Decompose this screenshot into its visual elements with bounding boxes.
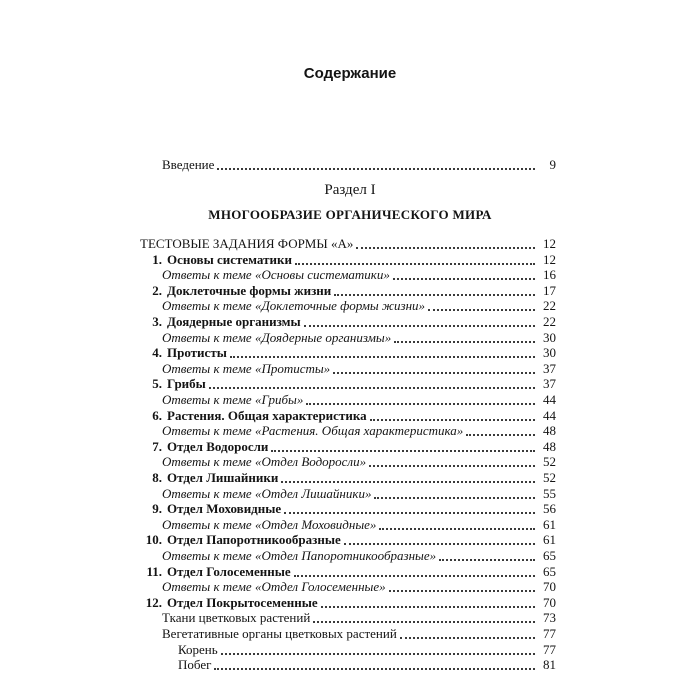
toc-entry-title: Протисты [167,345,227,361]
toc-entry-title: Ответы к теме «Отдел Водоросли» [162,454,367,470]
toc-entry-page: 37 [543,376,556,392]
toc-entry[interactable] [162,330,556,346]
toc-entry-title: Отдел Водоросли [167,438,269,454]
toc-entry[interactable] [162,267,556,283]
toc-entry-title: Ответы к теме «Отдел Голосеменные» [162,579,386,595]
toc-entry-title: Корень [178,641,218,657]
toc-entry-title: Ответы к теме «Основы систематики» [162,267,390,283]
toc-entry[interactable] [162,423,556,439]
toc-entry[interactable] [162,548,556,564]
dot-leader [294,574,535,577]
toc-entry-title: Побег [178,657,212,673]
dot-leader [284,511,535,514]
toc-entry[interactable] [140,439,556,455]
toc-entry-title: Введение [162,157,215,172]
toc-entry-title: Основы систематики [167,251,292,267]
toc-entry-title: Ответы к теме «Отдел Моховидные» [162,516,377,532]
dot-leader [389,589,535,592]
dot-leader [333,371,535,374]
dot-leader [466,433,535,436]
toc-entry-title: Отдел Папоротникообразные [167,532,341,548]
toc-entry-title: Отдел Лишайники [167,470,279,485]
toc-entry[interactable] [178,657,556,673]
toc-entry[interactable] [162,298,556,314]
toc-entry-number: 2. [152,282,162,298]
toc-entry[interactable] [178,642,556,658]
toc-entry[interactable] [140,314,556,330]
toc-entry-page: 12 [543,251,556,267]
toc-entry-number: 8. [152,470,162,485]
toc-entry-page: 52 [543,470,556,485]
toc-entry-page: 30 [543,345,556,361]
dot-leader [271,449,535,452]
toc-entry[interactable] [140,376,556,392]
dot-leader [334,293,535,296]
toc-entry-number: 6. [152,407,162,423]
dot-leader [306,402,535,405]
toc-entry[interactable] [140,501,556,517]
toc-entry-title: ТЕСТОВЫЕ ЗАДАНИЯ ФОРМЫ «А» [140,236,354,251]
toc-entry[interactable] [162,610,556,626]
toc-entry[interactable] [162,579,556,595]
toc-entry-title: Отдел Покрытосеменные [167,594,318,610]
dot-leader [400,636,535,639]
toc-entry-page: 65 [543,563,556,579]
toc-entry[interactable] [162,392,556,408]
toc-entry[interactable] [162,454,556,470]
toc-entry-title: Ответы к теме «Растения. Общая характеристика» [162,423,464,439]
toc-entry-page: 48 [543,438,556,454]
toc-entry-number: 5. [152,376,162,392]
toc-entry-title: Вегетативные органы цветковых растений [162,626,397,641]
toc-entry-page: 9 [549,157,556,172]
toc-entry-number: 1. [152,251,162,267]
dot-leader [209,386,535,389]
toc-entry-title: Отдел Моховидные [167,501,282,517]
dot-leader [428,308,535,311]
dot-leader [321,605,535,608]
toc-entry-page: 55 [543,485,556,501]
toc-entry-page: 77 [543,626,556,641]
dot-leader [379,527,535,530]
dot-leader [393,277,535,280]
dot-leader [374,496,535,499]
page-title: Содержание [303,65,397,82]
toc-entry[interactable] [140,345,556,361]
toc-entry-page: 22 [543,298,556,314]
toc-entry[interactable] [140,252,556,268]
dot-leader [394,340,535,343]
toc-entry-title: Ответы к теме «Отдел Лишайники» [162,485,372,501]
toc-entry[interactable] [140,283,556,299]
toc-entry[interactable] [140,564,556,580]
toc-entry-page: 77 [543,641,556,657]
toc-entry-page: 70 [543,579,556,595]
toc-entry-page: 52 [543,454,556,470]
toc-entry-title: Ответы к теме «Протисты» [162,360,331,376]
dot-leader [217,167,535,170]
toc-entry-page: 56 [543,501,556,517]
toc-entry-number: 3. [152,314,162,329]
toc-entry[interactable] [140,236,556,252]
toc-entry-page: 61 [543,532,556,548]
toc-entry[interactable] [162,486,556,502]
toc-entry-title: Отдел Голосеменные [167,563,291,579]
toc-entry[interactable] [162,361,556,377]
toc-entry-number: 11. [146,563,162,579]
toc-entry-page: 73 [543,610,556,626]
toc-entry-page: 16 [543,267,556,283]
toc-entry-number: 4. [152,345,162,361]
toc-entry-page: 70 [543,594,556,610]
toc-entry[interactable] [162,626,556,642]
toc-entry-title: Ответы к теме «Отдел Папоротникообразные» [162,548,437,563]
toc-entry-page: 17 [543,282,556,298]
toc-entry[interactable] [140,532,556,548]
dot-leader [439,558,535,561]
toc-entry-page: 65 [543,548,556,563]
dot-leader [221,652,535,655]
section-title: МНОГООБРАЗИЕ ОРГАНИЧЕСКОГО МИРА [208,207,492,222]
toc-entry-title: Доядерные организмы [167,314,301,329]
toc-entry[interactable] [140,470,556,486]
toc-entry-intro[interactable] [162,157,556,173]
dot-leader [304,324,535,327]
toc-entry-number: 12. [145,594,162,610]
dot-leader [356,246,535,249]
toc-entry-number: 10. [145,532,162,548]
toc-entry-title: Ткани цветковых растений [162,610,311,626]
dot-leader [281,480,535,483]
toc-entry-page: 30 [543,329,556,345]
dot-leader [313,620,535,623]
dot-leader [295,262,535,265]
toc-entry-page: 48 [543,423,556,439]
toc-entry-number: 9. [152,501,162,517]
dot-leader [214,667,535,670]
toc-entry-page: 61 [543,516,556,532]
toc-entry-page: 44 [543,392,556,407]
toc-entry[interactable] [140,595,556,611]
toc-entry-page: 22 [543,314,556,329]
toc-entry-title: Ответы к теме «Доклеточные формы жизни» [162,298,426,314]
toc-entry-title: Грибы [167,376,206,392]
dot-leader [230,355,535,358]
toc-entry-title: Ответы к теме «Доядерные организмы» [162,329,392,345]
toc-entry[interactable] [140,408,556,424]
toc-entry-title: Растения. Общая характеристика [167,407,367,423]
toc-entry-page: 12 [543,236,556,251]
toc-entry[interactable] [162,517,556,533]
toc-entry-title: Доклеточные формы жизни [167,282,332,298]
dot-leader [370,418,535,421]
toc-entry-page: 37 [543,360,556,376]
dot-leader [369,464,535,467]
toc-entry-page: 81 [543,657,556,673]
toc-entry-title: Ответы к теме «Грибы» [162,392,304,407]
dot-leader [344,542,535,545]
section-label: Раздел I [324,182,376,198]
toc-entry-number: 7. [152,438,162,454]
toc-entry-page: 44 [543,407,556,423]
